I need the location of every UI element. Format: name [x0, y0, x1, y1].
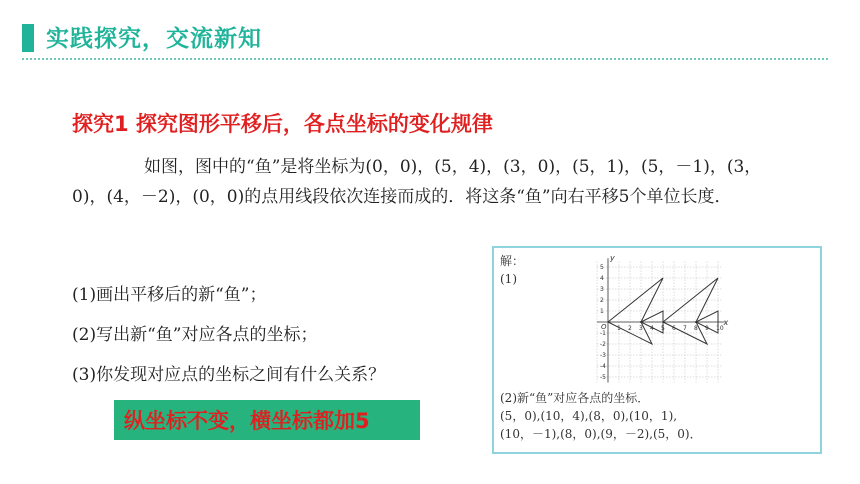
- y-tick-label: 3: [600, 286, 604, 293]
- x-tick-label: 7: [683, 325, 687, 332]
- x-tick-label: 9: [705, 325, 709, 332]
- y-tick-label: -4: [600, 363, 606, 370]
- solution-coords-line1: (5，0),(10，4),(8，0),(10，1),: [500, 409, 678, 423]
- title-accent-bar: [22, 24, 34, 52]
- y-tick-label: 2: [600, 297, 604, 304]
- x-axis-label: x: [723, 318, 729, 327]
- x-tick-label: 3: [639, 325, 643, 332]
- question-1: (1)画出平移后的新“鱼”；: [72, 285, 267, 305]
- x-tick-label: 8: [694, 325, 698, 332]
- solution-label: 解：: [500, 254, 525, 268]
- problem-paragraph: 如图，图中的“鱼”是将坐标为(0，0)，(5，4)，(3，0)，(5，1)，(5，－1)，(3，0)，(4，－2)，(0，0)的点用线段依次连接而成的．将这条“鱼”向右平移5个单位长度．: [72, 157, 762, 207]
- x-tick-label: 2: [628, 325, 632, 332]
- y-tick-label: -1: [600, 330, 606, 337]
- title-divider: [22, 58, 828, 60]
- x-tick-label: 1: [617, 325, 621, 332]
- x-tick-label: 5: [661, 325, 665, 332]
- y-axis-label: y: [610, 254, 615, 263]
- y-tick-label: -5: [600, 374, 606, 381]
- answer-text: 纵坐标不变，横坐标都加5: [124, 409, 370, 433]
- question-3: (3)你发现对应点的坐标之间有什么关系？: [72, 365, 386, 385]
- y-tick-label: 4: [600, 275, 604, 282]
- graph-axes: [597, 258, 725, 382]
- x-tick-label: 4: [650, 325, 654, 332]
- section-title: 实践探究，交流新知: [46, 26, 262, 52]
- y-tick-label: -3: [600, 352, 606, 359]
- coordinate-graph: [590, 254, 730, 388]
- y-tick-label: 1: [600, 308, 604, 315]
- origin-label: O: [601, 323, 607, 331]
- y-tick-label: 5: [600, 264, 604, 271]
- solution-part1: (1): [500, 272, 517, 286]
- exploration-heading: 探究1 探究图形平移后，各点坐标的变化规律: [72, 112, 493, 136]
- graph-tick-labels: [600, 264, 724, 381]
- x-tick-label: 6: [672, 325, 676, 332]
- solution-coords-line2: (10，－1),(8，0),(9，－2),(5，0)．: [500, 427, 702, 441]
- x-tick-label: 10: [716, 325, 724, 332]
- question-2: (2)写出新“鱼”对应各点的坐标；: [72, 325, 318, 345]
- y-tick-label: -2: [600, 341, 606, 348]
- solution-part2-title: (2)新“鱼”对应各点的坐标．: [500, 391, 650, 405]
